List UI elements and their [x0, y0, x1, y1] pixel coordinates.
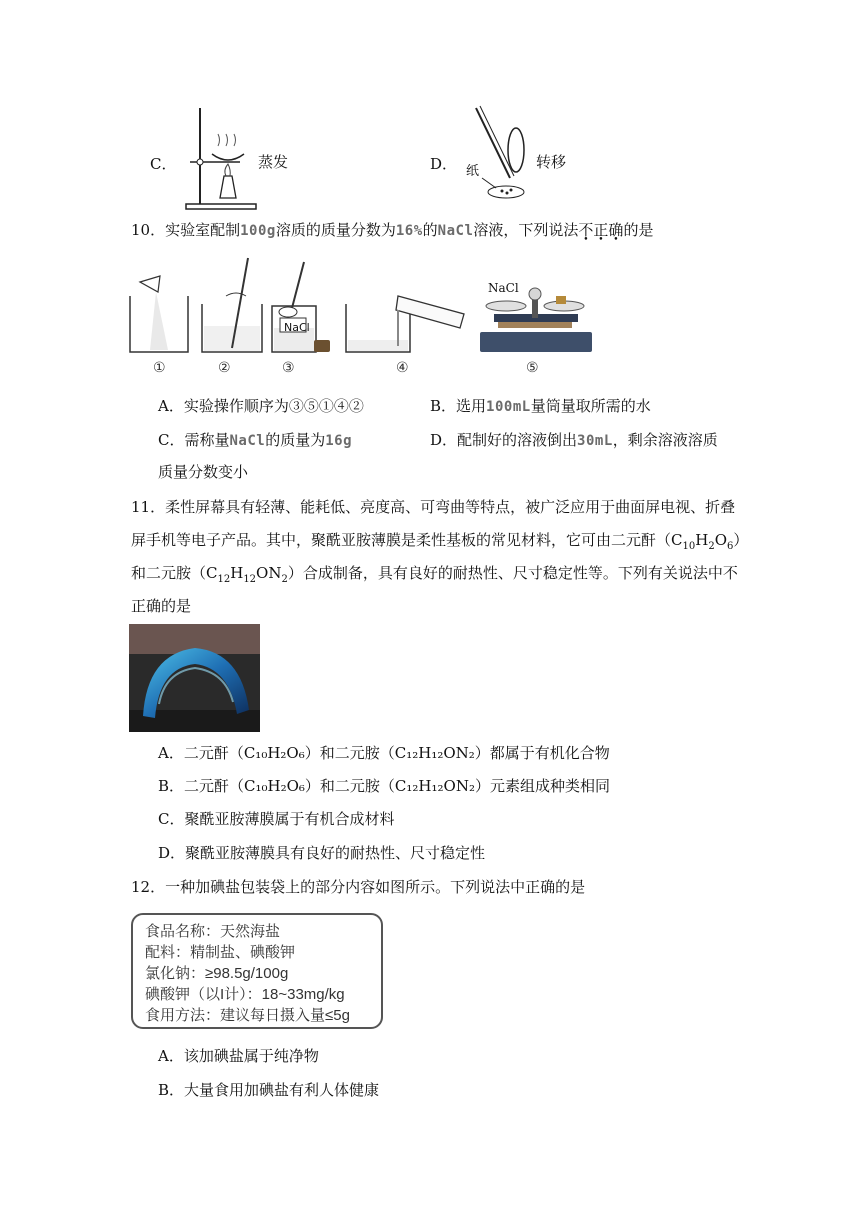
q10-caption-5: ⑤ [526, 360, 539, 376]
transfer-apparatus-figure [458, 102, 536, 202]
label-line-4: 碘酸钾（以I计）：18~33mg/kg [145, 986, 345, 1003]
label-line-2: 配料：精制盐、碘酸钾 [145, 944, 296, 961]
q10-option-d: D．配制好的溶液倒出30mL，剩余溶液溶质 [430, 431, 718, 449]
evaporation-apparatus-figure [180, 104, 260, 214]
q11-line-3: 和二元胺$(C_{12}H_{12}ON_2)$合成制备，具有良好的耐热性、尺寸稳定性等。下列有关说法中不 [131, 564, 738, 585]
q10-caption-4: ④ [396, 360, 409, 376]
q9-option-d-letter: D． [430, 155, 458, 173]
label-line-5: 食用方法：建议每日摄入量≤5g [145, 1007, 350, 1024]
q11-option-c: C．聚酰亚胺薄膜属于有机合成材料 [158, 810, 395, 828]
flexible-screen-photo [129, 624, 260, 732]
q10-text-1: 实验室配制 [165, 221, 241, 239]
q10-caption-2: ② [218, 360, 231, 376]
q10-option-b: B．选用100mL量筒量取所需的水 [430, 397, 651, 415]
step4-pouring-water [346, 296, 464, 352]
q10-option-d-cont: 质量分数变小 [158, 463, 249, 481]
q10-emph-bu: 不 [578, 221, 594, 239]
q9-option-c-letter: C． [150, 155, 177, 173]
step1-beaker-with-paper [130, 276, 188, 352]
q10-percent: 16% [395, 223, 423, 239]
q10-text-3: 的 [422, 221, 438, 239]
q10-procedure-figure [128, 256, 598, 356]
q10-mass: 100g [240, 223, 276, 239]
label-line-1: 食品名称：天然海盐 [145, 923, 281, 940]
q11-option-b: B．二元酐（C₁₀H₂O₆）和二元胺（C₁₂H₁₂ON₂）元素组成种类相同 [158, 777, 610, 795]
q10-stem [131, 220, 653, 241]
salt-package-label [131, 913, 383, 1029]
q11-line-2: 屏手机等电子产品。其中，聚酰亚胺薄膜是柔性基板的常见材料，它可由二元酐$(C_{10}H_2O_6)$ [131, 531, 749, 552]
q10-caption-3: ③ [282, 360, 295, 376]
step3-reagent-bottle [272, 262, 330, 352]
q11-line-1: 11．柔性屏幕具有轻薄、能耗低、亮度高、可弯曲等特点，被广泛应用于曲面屏电视、折叠 [131, 498, 736, 516]
label-line-3: 氯化钠：≥98.5g/100g [145, 965, 289, 982]
q9-option-d-label: 转移 [536, 153, 567, 171]
q11-option-a: A．二元酐（C₁₀H₂O₆）和二元胺（C₁₂H₁₂ON₂）都属于有机化合物 [158, 744, 610, 762]
q12-stem: 12．一种加碘盐包装袋上的部分内容如图所示。下列说法中正确的是 [131, 878, 586, 896]
q10-text-5: 的是 [623, 221, 654, 239]
q10-solute: NaCl [437, 223, 474, 239]
q10-option-c: C．需称量NaCl的质量为16g [158, 431, 353, 449]
step2-beaker-with-rod [202, 258, 262, 352]
step5-balance [480, 288, 592, 352]
q9-paper-label: 纸 [466, 164, 480, 179]
q10-bottle-label: NaCl [284, 321, 310, 334]
q10-emph-que: 确 [608, 221, 624, 239]
q11-line-4: 正确的是 [131, 597, 192, 615]
q10-emph-zheng: 正 [593, 221, 609, 239]
q10-option-a: A．实验操作顺序为③⑤①④② [158, 397, 364, 415]
q11-option-d: D．聚酰亚胺薄膜具有良好的耐热性、尺寸稳定性 [158, 844, 486, 862]
q10-text-2: 溶质的质量分数为 [275, 221, 396, 239]
q10-caption-1: ① [153, 360, 166, 376]
q12-option-a: A．该加碘盐属于纯净物 [158, 1047, 319, 1065]
q10-number: 10． [131, 221, 166, 239]
q10-balance-label: NaCl [488, 281, 519, 295]
q10-text-4: 溶液，下列说法 [473, 221, 579, 239]
q9-option-c-label: 蒸发 [258, 153, 289, 171]
q12-option-b: B．大量食用加碘盐有利人体健康 [158, 1081, 380, 1099]
